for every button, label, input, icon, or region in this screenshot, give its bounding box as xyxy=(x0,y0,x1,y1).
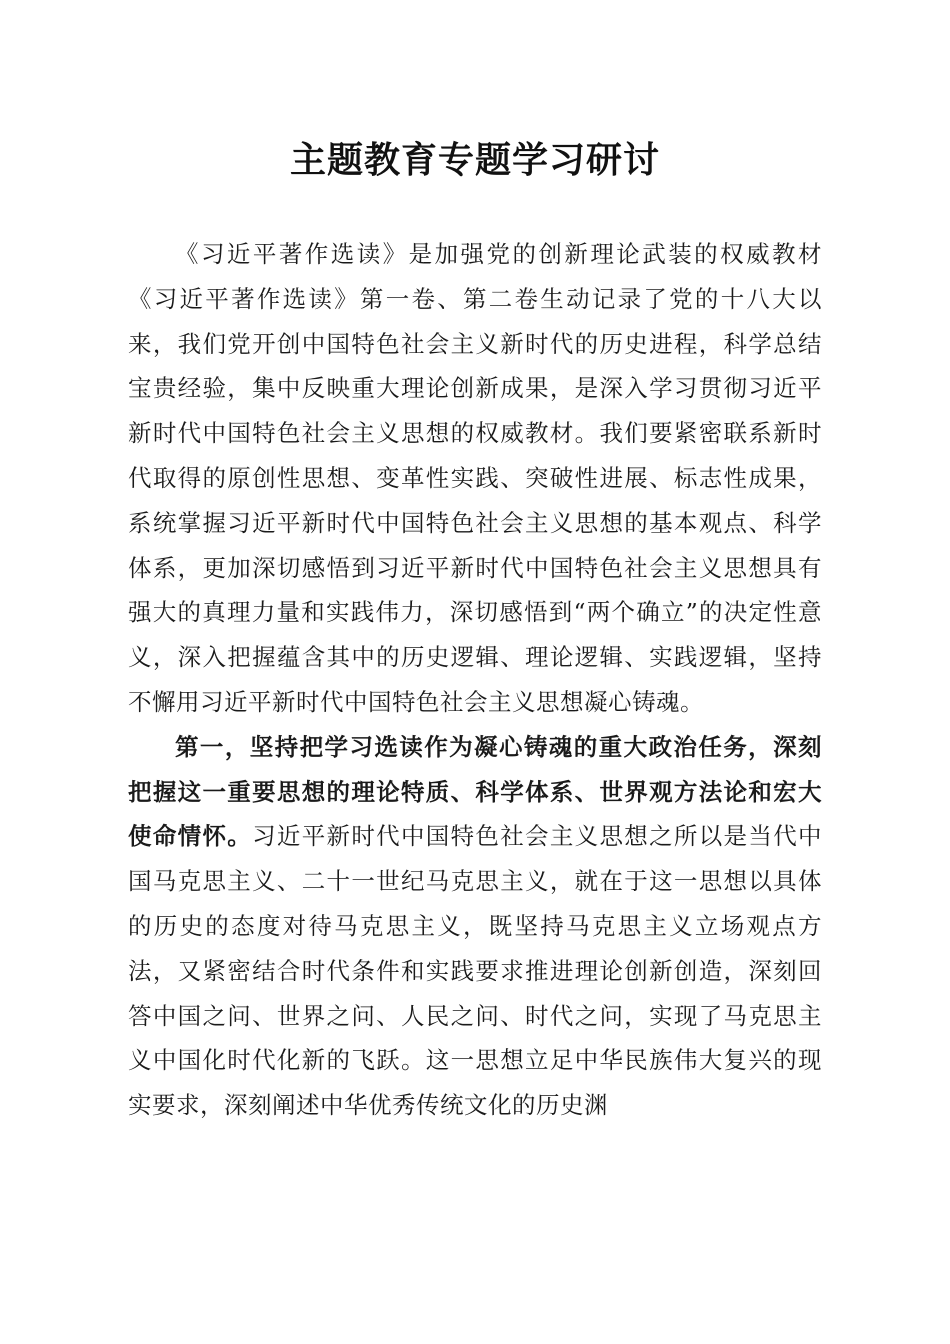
paragraph-lead: 第一，坚持把学习选读作为凝心铸魂的重大政治任务，深刻把握这一重要思想的理论特质、科学体系、世界观方法论和宏大使命情怀。 xyxy=(128,732,822,851)
paragraph-intro xyxy=(128,232,822,725)
paragraph-text: 《习近平著作选读》是加强党的创新理论武装的权威教材《习近平著作选读》第一卷、第二卷生动记录了党的十八大以来，我们党开创中国特色社会主义新时代的历史进程，科学总结宝贵经验，集中反映重大理论创新成果，是深入学习贯彻习近平新时代中国特色社会主义思想的权威教材。我们要紧密联系新时代取得的原创性思想、变革性实践、突破性进展、标志性成果，系统掌握习近平新时代中国特色社会主义思想的基本观点、科学体系，更加深切感悟到习近平新时代中国特色社会主义思想具有强大的真理力量和实践伟力，深切感悟到“两个确立”的决定性意义，深入把握蕴含其中的历史逻辑、理论逻辑、实践逻辑，坚持不懈用习近平新时代中国特色社会主义思想凝心铸魂。 xyxy=(128,240,822,716)
document-body xyxy=(128,232,822,1128)
paragraph-first-point xyxy=(128,725,822,1128)
document-title: 主题教育专题学习研讨 xyxy=(289,139,660,181)
paragraph-text: 习近平新时代中国特色社会主义思想之所以是当代中国马克思主义、二十一世纪马克思主义，就在于这一思想以具体的历史的态度对待马克思主义，既坚持马克思主义立场观点方法，又紧密结合时代条件和实践要求推进理论创新创造，深刻回答中国之问、世界之问、人民之问、时代之问，实现了马克思主义中国化时代化新的飞跃。这一思想立足中华民族伟大复兴的现实要求，深刻阐述中华优秀传统文化的历史渊 xyxy=(128,822,823,1120)
